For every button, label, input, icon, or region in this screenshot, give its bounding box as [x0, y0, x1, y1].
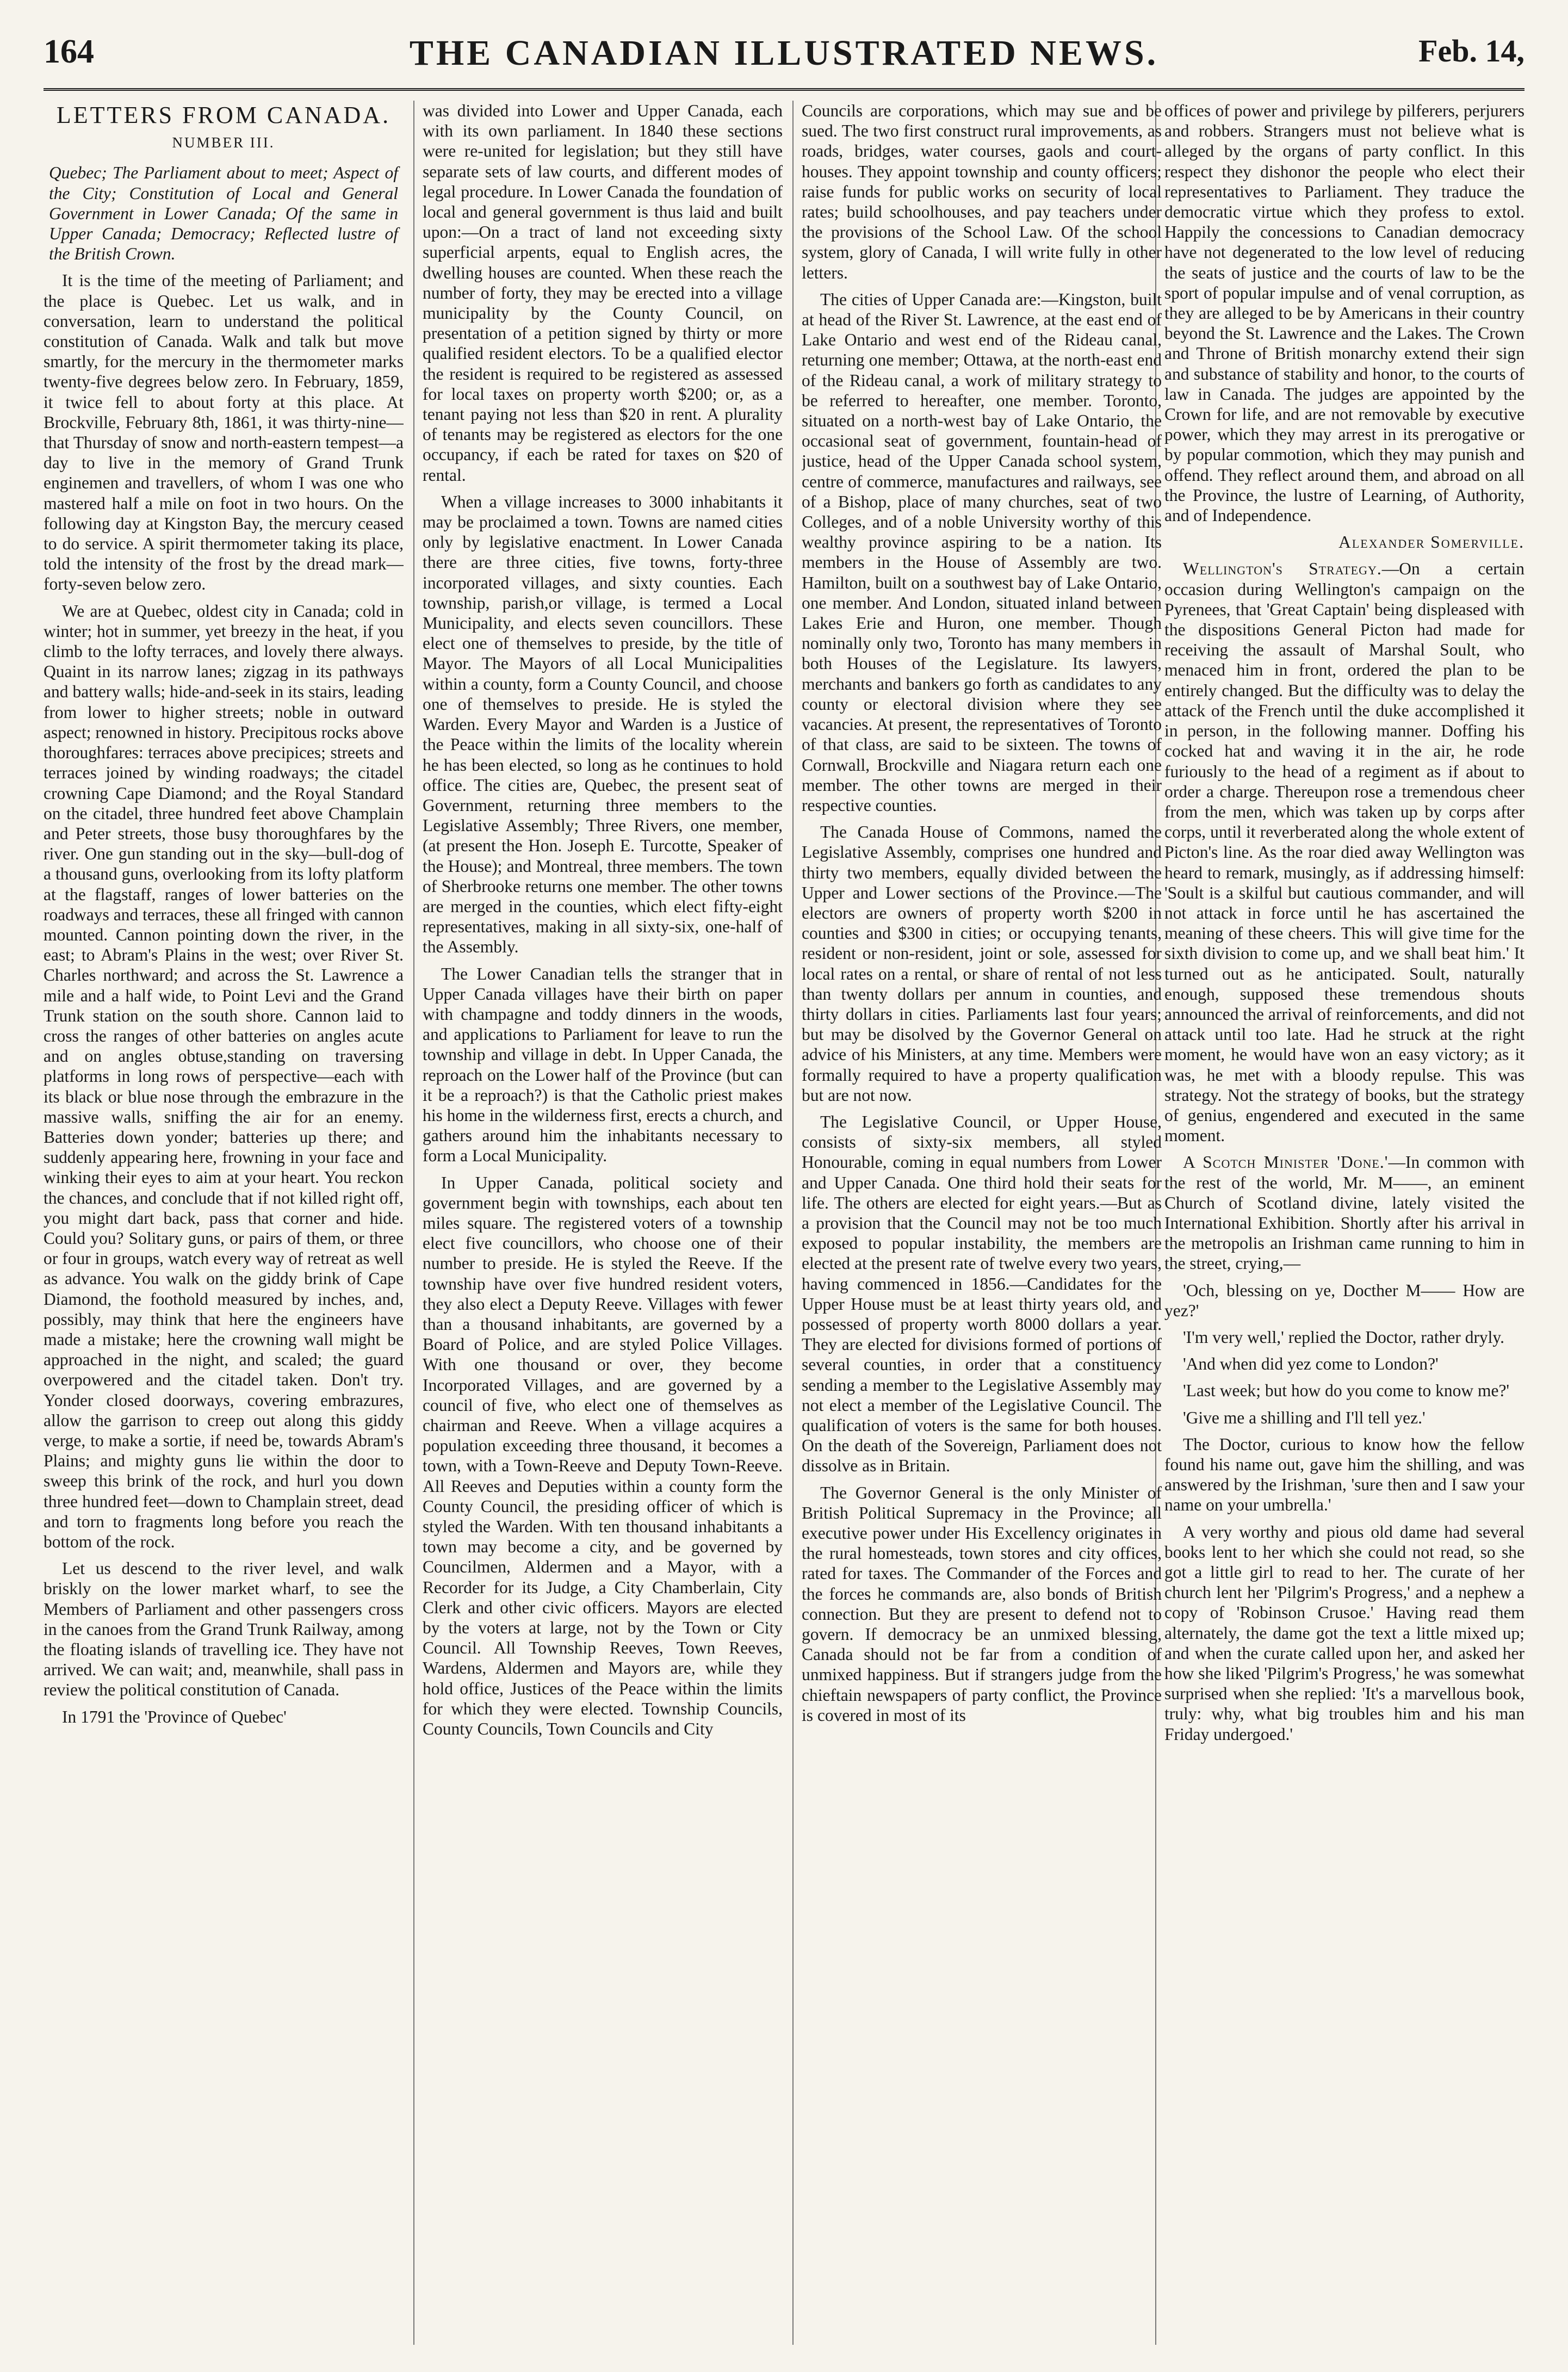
paragraph: 'Och, blessing on ye, Docther M—— How are yez?'	[1164, 1280, 1524, 1320]
article-number: NUMBER III.	[172, 134, 275, 151]
item-text: —On a certain occasion during Wellington's campaign on the Pyrenees, that 'Great Captain' being displeased with the dispositions General Picton had made for receiving the assault of Marshal Soult, who menaced him in front, ordered the plan to be entirely changed. But the difficulty was to delay the attack of the French until the duke accomplished it in person, in the following manner. Doffing his cocked hat and waving it in the air, he rode furiously to the head of a regiment as if about to order a charge. Thereupon rose a tremendous cheer from the men, which was taken up by corps after corps, until it reverberated along the whole extent of Picton's line. As the roar died away Wellington was heard to remark, musingly, as if addressing himself: 'Soult is a skilful but cautious commander, and will not attack in force until he has ascertained the meaning of these cheers. This will give time for the sixth division to come up, and we shall beat him.' It turned out as he anticipated. Soult, naturally enough, supposed these tremendous shouts announced the arrival of reinforcements, and did not attack until too late. Had he struck at the right moment, he would have won an easy victory; as it was, he met with a bloody repulse. This was strategy. Not the strategy of books, but the strategy of genius, engendered and executed in the same moment.	[1164, 559, 1524, 1145]
column-1	[44, 101, 404, 2345]
paragraph: The Doctor, curious to know how the fellow found his name out, gave him the shilling, and was answered by the Irishman, 'sure then and I saw your name on your umbrella.'	[1164, 1434, 1524, 1515]
paragraph: In Upper Canada, political society and government begin with townships, each about ten miles square. The registered voters of a township elect five councillors, who choose one of their number to preside. He is styled the Reeve. If the township have over five hundred resident voters, they also elect a Deputy Reeve. Villages with fewer than a thousand inhabitants, are governed by a Board of Police, and are styled Police Villages. With one thousand or over, they become Incorporated Villages, and are governed by a council of five, who elect one of themselves as chairman and Reeve. When a village acquires a population exceeding three thousand, it becomes a town, with a Town-Reeve and Deputy Town-Reeve. All Reeves and Deputies within a county form the County Council, the presiding officer of which is styled the Warden. With ten thousand inhabitants a town may become a city, and be governed by Councilmen, Aldermen and a Mayor, with a Recorder for its Judge, a City Chamberlain, City Clerk and other civic officers. Mayors are elected by the voters at large, not by the Town or City Council. All Township Reeves, Town Reeves, Wardens, Aldermen and Mayors are, while they hold office, Justices of the Peace within the limits for which they were elected. Township Councils, County Councils, Town Councils and City	[423, 1173, 783, 1739]
paragraph: 'Last week; but how do you come to know me?'	[1183, 1381, 1510, 1401]
article-summary: Quebec; The Parliament about to meet; Aspect of the City; Constitution of Local and General Government in Lower Canada; Of the same in Upper Canada; Democracy; Reflected lustre of the British Crown.	[49, 163, 398, 264]
paragraph: The Canada House of Commons, named the Legislative Assembly, comprises one hundred and thirty two members, equally divided between the Upper and Lower sections of the Province.—The electors are owners of property worth $200 in counties and $300 in cities; or occupying tenants, resident or non-resident, joint or sole, assessed for local rates on a rental, or share of rental of not less than twenty dollars per annum in counties, and thirty dollars in cities. Parliaments last four years; but may be disolved by the Governor General on advice of his Ministers, at any time. Members were formally required to have a property qualification but are not now.	[802, 822, 1162, 1105]
paragraph: The Governor General is the only Minister of British Political Supremacy in the Province; all executive power under His Excellency originates in the rural homesteads, town stores and city offices, rated for taxes. The Commander of the Forces and the forces he commands are, also bonds of British connection. But they are present to defend not to govern. If democracy be an unmixed blessing, Canada should not be far from a condition of unmixed happiness. But if strangers judge from the chieftain newspapers of party conflict, the Province is covered in most of its	[802, 1483, 1162, 1725]
paragraph: In 1791 the 'Province of Quebec'	[62, 1707, 287, 1726]
author-signature: Alexander Somerville.	[1338, 532, 1524, 552]
paragraph: offices of power and privilege by pilferers, perjurers and robbers. Strangers must not believe what is alleged by the organs of party conflict. In this respect they dishonor the people who elect their representatives to Parliament. They traduce the democratic virtue which they profess to extol. Happily the concessions to Canadian democracy have not degenerated to the low level of reducing the seats of justice and the courts of law to be the sport of popular impulse and of venal corruption, as they are alleged to be by Americans in their country beyond the St. Lawrence and the Lakes. The Crown and Throne of British monarchy extend their sign and substance of stability and honor, to the courts of law in Canada. The judges are appointed by the Crown for life, and are not removable by executive power, which they may arrest in its prerogative or by popular commotion, which they may punish and offend. They reflect around them, and abroad on all the Province, the lustre of Learning, of Authority, and of Independence.	[1164, 101, 1524, 525]
article-title: LETTERS FROM CANADA.	[56, 102, 391, 128]
paragraph: It is the time of the meeting of Parliament; and the place is Quebec. Let us walk, and in conversation, learn to understand the political constitution of Canada. Walk and talk but move smartly, for the mercury in the thermometer marks twenty-five degrees below zero. In February, 1859, it twice fell to about forty at this place. At Brockville, February 8th, 1861, it was thirty-nine—that Thursday of snow and north-eastern tempest—a day to live in the memory of Grand Trunk enginemen and travellers, of whom I was one who mastered half a mile on foot in two hours. On the following day at Kingston Bay, the mercury ceased to do service. A spirit thermometer taking its place, told the intensity of the frost by the dread mark—forty-seven below zero.	[44, 271, 404, 594]
column-rule	[792, 101, 794, 2345]
paragraph: Councils are corporations, which may sue and be sued. The two first construct rural improvements, as roads, bridges, water courses, gaols and court-houses. They appoint township and county officers; raise funds for public works on security of local rates; build schoolhouses, and pay teachers under the provisions of the School Law. Of the school system, glory of Canada, I will write fully in other letters.	[802, 101, 1162, 282]
paragraph: The Lower Canadian tells the stranger that in Upper Canada villages have their birth on paper with champagne and toddy dinners in the woods, and applications to Parliament for leave to run the township and village in debt. In Upper Canada, the reproach on the Lower half of the Province (but can it be a reproach?) is that the Catholic priest makes his home in the wilderness first, erects a church, and gathers around him the inhabitants necessary to form a Local Municipality.	[423, 964, 783, 1166]
paragraph: The Legislative Council, or Upper House, consists of sixty-six members, all styled Honourable, coming in equal numbers from Lower and Upper Canada. One third hold their seats for life. The others are elected for eight years.—But as a provision that the Council may not be too much exposed to popular instability, the members are elected at the present rate of twelve every two years, having commenced in 1856.—Candidates for the Upper House must be at least thirty years old, and possessed of property worth 8000 dollars a year. They are elected for divisions formed of portions of several counties, in order that a constituency sending a member to the Legislative Assembly may not elect a member of the Legislative Council. The qualification of voters is the same for both houses. On the death of the Sovereign, Parliament does not dissolve as in Britain.	[802, 1112, 1162, 1476]
item-text: —In common with the rest of the world, Mr. M——, an eminent Church of Scotland divine, lately visited the International Exhibition. Shortly after his arrival in the metropolis an Irishman came running to him in the street, crying,—	[1164, 1153, 1524, 1273]
paragraph: Let us descend to the river level, and walk briskly on the lower market wharf, to see the Members of Parliament and other passengers cross in the canoes from the Grand Trunk Railway, among the floating islands of travelling ice. They have not arrived. We can wait; and, meanwhile, shall pass in review the political constitution of Canada.	[44, 1559, 404, 1700]
paragraph: We are at Quebec, oldest city in Canada; cold in winter; hot in summer, yet breezy in the heat, if you climb to the lofty terraces, and lovely there always. Quaint in its narrow lanes; zigzag in its pathways and battery walls; hide-and-seek in its stairs, leading from lower to higher streets; noble in outward aspect; renowned in history. Precipitous rocks above thoroughfares: terraces above precipices; streets and terraces joined by winding roadways; the citadel crowning Cape Diamond; and the Royal Standard on the citadel, three hundred feet above Champlain and Peter streets, those busy thoroughfares by the river. One gun standing out in the sky—bull-dog of a thousand guns, overlooking from its lofty platform at the flagstaff, ranges of lower batteries on the roadways and terraces, these all fringed with cannon mounted. Cannon pointing down the river, in the east; to Abram's Plains in the west; over River St. Charles northward; and across the St. Lawrence a mile and a half wide, to Point Levi and the Grand Trunk station on the south shore. Cannon laid to cross the ranges of other batteries on angles acute and on angles obtuse,standing on traversing platforms in long rows of perspective—each with its black or blue nose through the embrazure in the massive walls, sniffing the air for an enemy. Batteries down yonder; batteries up there; and suddenly appearing here, frowning in your face and winking their eyes to aim at your heart. You reckon the chances, and conclude that if not killed right off, you might dart back, pass that corner and hide. Could you? Solitary guns, or pairs of them, or three or four in groups, watch every way of retreat as well as advance. You walk on the giddy brink of Cape Diamond, the foothold measured by inches, and, possibly, may think that here the engineers have made a mistake; here the crowning wall might be approached in the night, and scaled; the guard overpowered and the citadel taken. Don't try. Yonder closed doorways, covering embrazures, allow the garrison to creep out along this giddy verge, to make a sortie, if need be, towards Abram's Plains; and mighty guns lie within the door to sweep this brink of the rock, and hurl you down three hundred feet—down to Champlain street, dead and torn to fragments long before you reach the bottom of the rock.	[44, 601, 404, 1552]
paragraph: 'I'm very well,' replied the Doctor, rather dryly.	[1183, 1327, 1505, 1347]
item-heading: A Scotch Minister 'Done.'	[1183, 1153, 1389, 1172]
paragraph: When a village increases to 3000 inhabitants it may be proclaimed a town. Towns are named cities only by legislative enactment. In Lower Canada there are three cities, five towns, forty-three incorporated villages, and sixty counties. Each township, parish,or village, is termed a Local Municipality, and elects seven councillors. These elect one of themselves to preside, by the title of Mayor. The Mayors of all Local Municipalities within a county, form a County Council, and choose one of themselves to preside. He is styled the Warden. Every Mayor and Warden is a Justice of the Peace within the limits of the locality wherein he has been elected, so long as he continues to hold office. The cities are, Quebec, the present seat of Government, returning three members to the Legislative Assembly; Three Rivers, one member, (at present the Hon. Joseph E. Turcotte, Speaker of the House); and Montreal, three members. The town of Sherbrooke returns one member. The other towns are merged in the counties, which elect fifty-eight representatives, making in all sixty-six, one-half of the Assembly.	[423, 492, 783, 957]
paragraph: was divided into Lower and Upper Canada, each with its own parliament. In 1840 these sections were re-united for legislation; but they still have separate sets of law courts, and different modes of legal procedure. In Lower Canada the foundation of local and general government is thus laid and built upon:—On a tract of land not exceeding sixty superficial arpents, equal to English acres, the dwelling houses are counted. When these reach the number of forty, they may be erected into a village municipality by the County Council, on presentation of a petition signed by thirty or more qualified resident electors. To be a qualified elector the resident is required to be registered as assessed for local taxes on property worth $200; or, as a tenant paying not less than $20 in rent. A plurality of tenants may be registered as electors for the one occupancy, if each be rated for taxes on $20 of rental.	[423, 101, 783, 485]
column-3	[802, 101, 1162, 2345]
page-number: 164	[44, 33, 94, 70]
page-header	[44, 28, 1524, 91]
scotch-item	[1164, 1152, 1524, 1273]
publication-title: THE CANADIAN ILLUSTRATED NEWS.	[409, 33, 1159, 73]
old-dame-item: A very worthy and pious old dame had several books lent to her which she could not read, so she got a little girl to read to her. The curate of her church lent her 'Pilgrim's Progress,' and a nephew a copy of 'Robinson Crusoe.' Having read them alternately, the dame got the text a little mixed up; and when the curate called upon her, and asked her how she liked 'Pilgrim's Progress,' he was somewhat surprised when she replied: 'It's a marvellous book, truly: why, what big troubles him and his man Friday undergoed.'	[1164, 1522, 1524, 1744]
paragraph: 'And when did yez come to London?'	[1183, 1354, 1439, 1374]
column-rule	[413, 101, 414, 2345]
paragraph: 'Give me a shilling and I'll tell yez.'	[1183, 1408, 1426, 1427]
column-2	[423, 101, 783, 2345]
item-heading: Wellington's Strategy.	[1183, 559, 1382, 579]
column-4	[1164, 101, 1524, 2345]
paragraph: The cities of Upper Canada are:—Kingston, built at head of the River St. Lawrence, at the east end of Lake Ontario and west end of the Rideau canal, returning one member; Ottawa, at the north-east end of the Rideau canal, a work of military strategy to be referred to hereafter, one member. Toronto, situated on a north-west bay of Lake Ontario, the occasional seat of government, fountain-head of justice, head of the Upper Canada school system, centre of commerce, manufactures and railways, see of a Bishop, place of many churches, seat of two Colleges, and of a noble University worthy of this wealthy province aspiring to be a nation. Its members in the House of Assembly are two. Hamilton, built on a southwest bay of Lake Ontario, one member. And London, situated inland between Lakes Erie and Huron, one member. Though nominally only two, Toronto has many members in both Houses of the Legislature. Its lawyers, merchants and bankers go forth as candidates to any county or electoral division where they see vacancies. At present, the representatives of Toronto of that class, are said to be sixteen. The towns of Cornwall, Brockville and Niagara return each one member. The other towns are merged in their respective counties.	[802, 289, 1162, 815]
wellington-item	[1164, 559, 1524, 1145]
issue-date: Feb. 14,	[1418, 33, 1524, 69]
page-columns	[44, 101, 1524, 2345]
